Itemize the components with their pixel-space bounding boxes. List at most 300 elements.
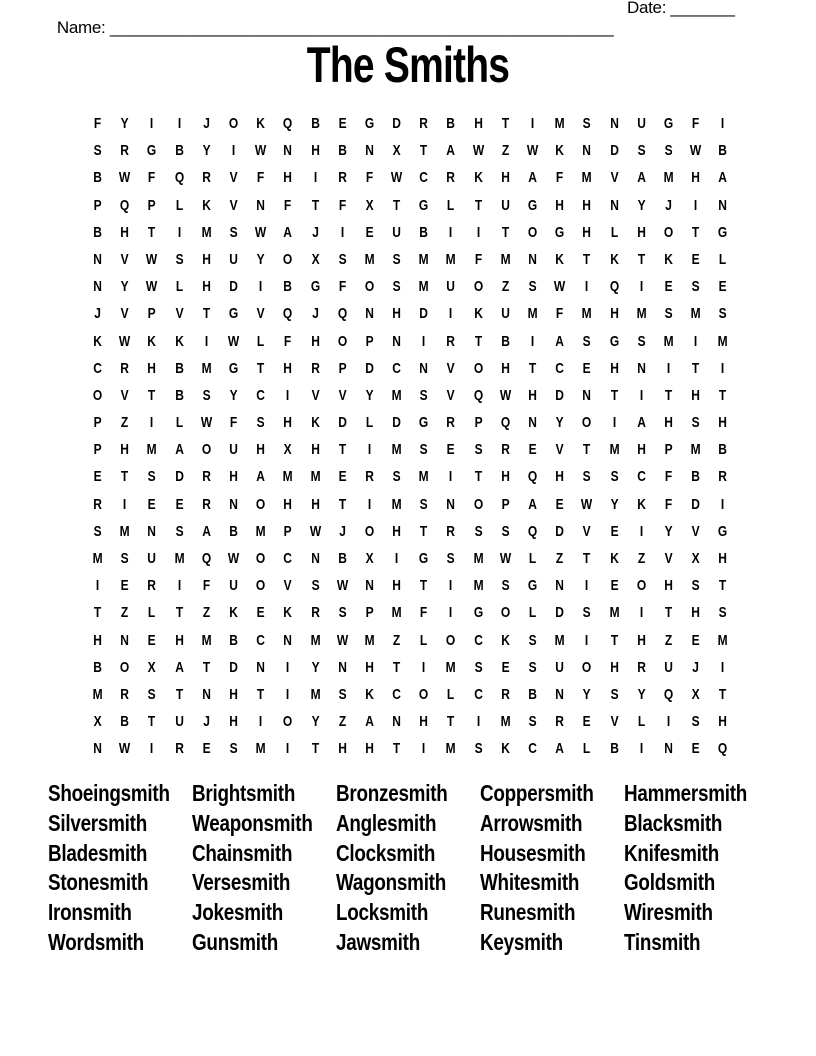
grid-cell[interactable]: B bbox=[419, 223, 429, 241]
grid-cell[interactable]: M bbox=[717, 631, 728, 649]
grid-cell[interactable]: Q bbox=[283, 305, 293, 323]
grid-cell[interactable]: M bbox=[690, 441, 701, 459]
grid-cell[interactable]: Z bbox=[392, 631, 401, 649]
grid-cell[interactable]: M bbox=[581, 305, 592, 323]
grid-cell[interactable]: N bbox=[93, 278, 102, 296]
grid-cell[interactable]: N bbox=[337, 658, 347, 676]
grid-cell[interactable]: P bbox=[147, 196, 156, 214]
grid-cell[interactable]: T bbox=[474, 332, 482, 350]
grid-cell[interactable]: B bbox=[93, 658, 102, 676]
grid-cell[interactable]: H bbox=[229, 468, 238, 486]
grid-cell[interactable]: C bbox=[93, 359, 102, 377]
grid-cell[interactable]: A bbox=[202, 522, 211, 540]
grid-cell[interactable]: B bbox=[120, 713, 130, 731]
grid-cell[interactable]: I bbox=[259, 278, 263, 296]
grid-cell[interactable]: I bbox=[585, 577, 589, 595]
grid-cell[interactable]: A bbox=[555, 740, 565, 758]
grid-cell[interactable]: N bbox=[528, 414, 537, 432]
grid-cell[interactable]: A bbox=[174, 658, 184, 676]
grid-cell[interactable]: Z bbox=[556, 550, 564, 567]
grid-cell[interactable]: K bbox=[473, 305, 483, 323]
grid-cell[interactable]: M bbox=[391, 441, 402, 459]
grid-cell[interactable]: I bbox=[476, 713, 480, 731]
grid-cell[interactable]: S bbox=[93, 522, 102, 540]
grid-cell[interactable]: I bbox=[313, 169, 317, 187]
name-field-label[interactable]: Name: _______________________________________________________ bbox=[56, 18, 614, 37]
grid-cell[interactable]: R bbox=[446, 332, 456, 350]
grid-cell[interactable]: T bbox=[692, 223, 700, 241]
grid-cell[interactable]: E bbox=[691, 250, 700, 268]
grid-cell[interactable]: M bbox=[446, 658, 457, 676]
grid-cell[interactable]: R bbox=[365, 468, 374, 486]
grid-cell[interactable]: V bbox=[229, 169, 238, 187]
grid-cell[interactable]: I bbox=[286, 386, 290, 404]
grid-cell[interactable]: T bbox=[202, 658, 211, 676]
grid-cell[interactable]: H bbox=[283, 414, 293, 432]
grid-cell[interactable]: S bbox=[664, 142, 673, 160]
grid-cell[interactable]: T bbox=[583, 441, 591, 459]
grid-cell[interactable]: G bbox=[419, 550, 429, 567]
grid-cell[interactable]: V bbox=[582, 522, 591, 540]
grid-cell[interactable]: M bbox=[310, 631, 321, 649]
grid-cell[interactable]: P bbox=[365, 604, 374, 622]
grid-cell[interactable]: T bbox=[175, 685, 183, 703]
grid-cell[interactable]: C bbox=[637, 468, 646, 486]
grid-cell[interactable]: P bbox=[338, 359, 347, 377]
grid-cell[interactable]: C bbox=[419, 169, 429, 187]
grid-cell[interactable]: H bbox=[365, 658, 374, 676]
grid-cell[interactable]: N bbox=[120, 631, 130, 649]
grid-cell[interactable]: H bbox=[310, 332, 320, 350]
grid-cell[interactable]: F bbox=[338, 196, 346, 214]
grid-cell[interactable]: Q bbox=[473, 386, 483, 404]
grid-cell[interactable]: T bbox=[420, 522, 428, 540]
grid-cell[interactable]: K bbox=[609, 550, 619, 567]
grid-cell[interactable]: I bbox=[666, 713, 671, 731]
grid-cell[interactable]: N bbox=[609, 115, 619, 132]
grid-cell[interactable]: N bbox=[419, 359, 429, 377]
grid-cell[interactable]: X bbox=[93, 713, 102, 731]
grid-cell[interactable]: G bbox=[663, 115, 674, 132]
grid-cell[interactable]: R bbox=[337, 169, 347, 187]
grid-cell[interactable]: T bbox=[148, 386, 156, 404]
grid-cell[interactable]: E bbox=[718, 278, 727, 296]
grid-cell[interactable]: Z bbox=[121, 604, 129, 622]
grid-cell[interactable]: N bbox=[718, 196, 728, 214]
grid-cell[interactable]: I bbox=[340, 223, 344, 241]
grid-cell[interactable]: B bbox=[609, 740, 619, 758]
grid-cell[interactable]: M bbox=[92, 550, 103, 567]
grid-cell[interactable]: H bbox=[256, 441, 266, 459]
grid-cell[interactable]: K bbox=[147, 332, 157, 350]
grid-cell[interactable]: N bbox=[637, 359, 646, 377]
grid-cell[interactable]: E bbox=[256, 604, 265, 622]
grid-cell[interactable]: N bbox=[582, 142, 592, 160]
grid-cell[interactable]: S bbox=[691, 414, 700, 432]
grid-cell[interactable]: J bbox=[311, 305, 319, 323]
grid-cell[interactable]: M bbox=[119, 522, 130, 540]
grid-cell[interactable]: D bbox=[555, 522, 565, 540]
grid-cell[interactable]: I bbox=[721, 115, 725, 132]
grid-cell[interactable]: S bbox=[664, 305, 673, 323]
grid-cell[interactable]: N bbox=[365, 142, 374, 160]
grid-cell[interactable]: T bbox=[583, 550, 591, 567]
grid-cell[interactable]: I bbox=[721, 359, 725, 377]
grid-cell[interactable]: H bbox=[718, 713, 728, 731]
grid-cell[interactable]: L bbox=[528, 550, 537, 567]
grid-cell[interactable]: S bbox=[691, 577, 700, 595]
grid-cell[interactable]: F bbox=[474, 250, 482, 268]
grid-cell[interactable]: T bbox=[148, 713, 156, 731]
grid-cell[interactable]: M bbox=[391, 386, 402, 404]
grid-cell[interactable]: A bbox=[446, 142, 456, 160]
grid-cell[interactable]: M bbox=[636, 305, 647, 323]
grid-cell[interactable]: U bbox=[555, 658, 565, 676]
grid-cell[interactable]: R bbox=[446, 169, 456, 187]
grid-cell[interactable]: Z bbox=[664, 631, 673, 649]
grid-cell[interactable]: B bbox=[501, 332, 510, 350]
grid-cell[interactable]: Y bbox=[202, 142, 211, 160]
grid-cell[interactable]: D bbox=[419, 305, 429, 323]
grid-cell[interactable]: X bbox=[691, 685, 700, 703]
grid-cell[interactable]: V bbox=[229, 196, 238, 214]
grid-cell[interactable]: T bbox=[311, 740, 319, 758]
grid-cell[interactable]: I bbox=[585, 631, 589, 649]
grid-cell[interactable]: S bbox=[582, 332, 591, 350]
grid-cell[interactable]: A bbox=[256, 468, 266, 486]
grid-cell[interactable]: E bbox=[147, 631, 156, 649]
grid-cell[interactable]: E bbox=[528, 441, 537, 459]
grid-cell[interactable]: Q bbox=[174, 169, 184, 187]
grid-cell[interactable]: R bbox=[120, 142, 130, 160]
grid-cell[interactable]: W bbox=[200, 414, 213, 432]
grid-cell[interactable]: Q bbox=[201, 550, 212, 567]
grid-cell[interactable]: O bbox=[201, 441, 212, 459]
grid-cell[interactable]: I bbox=[639, 522, 644, 540]
grid-cell[interactable]: S bbox=[338, 604, 347, 622]
grid-cell[interactable]: M bbox=[418, 468, 429, 486]
grid-cell[interactable]: Q bbox=[527, 468, 538, 486]
grid-cell[interactable]: N bbox=[555, 685, 565, 703]
grid-cell[interactable]: S bbox=[474, 522, 483, 540]
grid-cell[interactable]: Q bbox=[337, 305, 347, 323]
grid-cell[interactable]: F bbox=[93, 115, 102, 132]
grid-cell[interactable]: Y bbox=[365, 386, 374, 404]
grid-cell[interactable]: R bbox=[446, 522, 456, 540]
grid-cell[interactable]: N bbox=[256, 658, 266, 676]
grid-cell[interactable]: Y bbox=[120, 115, 129, 132]
grid-cell[interactable]: P bbox=[474, 414, 483, 432]
grid-cell[interactable]: H bbox=[120, 223, 130, 241]
grid-cell[interactable]: G bbox=[473, 604, 483, 622]
grid-cell[interactable]: U bbox=[229, 577, 238, 595]
grid-cell[interactable]: Z bbox=[637, 550, 646, 567]
grid-cell[interactable]: I bbox=[150, 115, 154, 132]
grid-cell[interactable]: I bbox=[449, 604, 453, 622]
grid-cell[interactable]: W bbox=[390, 169, 403, 187]
grid-cell[interactable]: J bbox=[692, 658, 700, 676]
grid-cell[interactable]: W bbox=[526, 142, 539, 160]
grid-cell[interactable]: T bbox=[392, 740, 401, 758]
grid-cell[interactable]: P bbox=[93, 414, 102, 432]
grid-cell[interactable]: S bbox=[528, 658, 537, 676]
grid-cell[interactable]: H bbox=[528, 386, 537, 404]
grid-cell[interactable]: D bbox=[229, 658, 238, 676]
grid-cell[interactable]: N bbox=[392, 713, 401, 731]
grid-cell[interactable]: N bbox=[555, 577, 565, 595]
grid-cell[interactable]: M bbox=[500, 713, 511, 731]
grid-cell[interactable]: Y bbox=[637, 196, 646, 214]
grid-cell[interactable]: T bbox=[692, 359, 700, 377]
grid-cell[interactable]: H bbox=[147, 359, 157, 377]
grid-cell[interactable]: Z bbox=[501, 278, 510, 296]
grid-cell[interactable]: Q bbox=[500, 414, 511, 432]
grid-cell[interactable]: F bbox=[365, 169, 374, 187]
grid-cell[interactable]: H bbox=[691, 386, 701, 404]
date-field-label[interactable]: Date: _______ bbox=[627, 0, 735, 17]
grid-cell[interactable]: S bbox=[120, 550, 129, 567]
grid-cell[interactable]: K bbox=[473, 169, 483, 187]
grid-cell[interactable]: S bbox=[691, 713, 700, 731]
grid-cell[interactable]: V bbox=[120, 250, 129, 268]
grid-cell[interactable]: I bbox=[612, 414, 616, 432]
grid-cell[interactable]: D bbox=[174, 468, 184, 486]
grid-cell[interactable]: D bbox=[392, 115, 401, 132]
grid-cell[interactable]: H bbox=[93, 631, 102, 649]
grid-cell[interactable]: M bbox=[282, 468, 293, 486]
grid-cell[interactable]: Y bbox=[120, 278, 129, 296]
grid-cell[interactable]: W bbox=[255, 223, 267, 241]
grid-cell[interactable]: O bbox=[582, 414, 592, 432]
grid-cell[interactable]: P bbox=[664, 441, 673, 459]
grid-cell[interactable]: L bbox=[447, 196, 455, 214]
grid-cell[interactable]: X bbox=[365, 550, 374, 567]
grid-cell[interactable]: H bbox=[609, 359, 619, 377]
grid-cell[interactable]: G bbox=[419, 414, 429, 432]
grid-cell[interactable]: R bbox=[202, 468, 211, 486]
grid-cell[interactable]: I bbox=[449, 305, 453, 323]
grid-cell[interactable]: T bbox=[338, 495, 346, 513]
grid-cell[interactable]: H bbox=[718, 550, 728, 567]
grid-cell[interactable]: R bbox=[120, 359, 130, 377]
grid-cell[interactable]: T bbox=[610, 631, 618, 649]
grid-cell[interactable]: J bbox=[665, 196, 672, 214]
grid-cell[interactable]: H bbox=[609, 658, 619, 676]
grid-cell[interactable]: S bbox=[392, 250, 401, 268]
grid-cell[interactable]: M bbox=[174, 550, 185, 567]
grid-cell[interactable]: M bbox=[473, 550, 484, 567]
grid-cell[interactable]: M bbox=[255, 740, 266, 758]
grid-cell[interactable]: Y bbox=[610, 495, 619, 513]
grid-cell[interactable]: Y bbox=[664, 522, 673, 540]
grid-cell[interactable]: K bbox=[174, 332, 184, 350]
grid-cell[interactable]: L bbox=[637, 713, 646, 731]
grid-cell[interactable]: I bbox=[123, 495, 127, 513]
grid-cell[interactable]: L bbox=[420, 631, 428, 649]
grid-cell[interactable]: U bbox=[147, 550, 157, 567]
grid-cell[interactable]: D bbox=[555, 386, 565, 404]
grid-cell[interactable]: G bbox=[527, 196, 538, 214]
grid-cell[interactable]: H bbox=[609, 305, 619, 323]
grid-cell[interactable]: N bbox=[93, 250, 102, 268]
grid-cell[interactable]: A bbox=[283, 223, 293, 241]
grid-cell[interactable]: F bbox=[148, 169, 156, 187]
grid-cell[interactable]: S bbox=[392, 278, 401, 296]
grid-cell[interactable]: F bbox=[692, 115, 700, 132]
grid-cell[interactable]: R bbox=[446, 414, 456, 432]
grid-cell[interactable]: H bbox=[365, 740, 374, 758]
grid-cell[interactable]: L bbox=[148, 604, 156, 622]
grid-cell[interactable]: N bbox=[582, 386, 592, 404]
grid-cell[interactable]: K bbox=[283, 604, 293, 622]
grid-cell[interactable]: U bbox=[501, 196, 510, 214]
grid-cell[interactable]: R bbox=[202, 495, 211, 513]
grid-cell[interactable]: E bbox=[691, 631, 700, 649]
grid-cell[interactable]: E bbox=[582, 713, 591, 731]
grid-cell[interactable]: T bbox=[338, 441, 346, 459]
grid-cell[interactable]: E bbox=[147, 495, 156, 513]
grid-cell[interactable]: B bbox=[691, 468, 701, 486]
grid-cell[interactable]: A bbox=[174, 441, 184, 459]
grid-cell[interactable]: I bbox=[476, 223, 480, 241]
grid-cell[interactable]: H bbox=[582, 196, 592, 214]
grid-cell[interactable]: J bbox=[94, 305, 101, 323]
grid-cell[interactable]: U bbox=[229, 441, 238, 459]
grid-cell[interactable]: T bbox=[637, 250, 646, 268]
grid-cell[interactable]: W bbox=[309, 522, 321, 540]
grid-cell[interactable]: S bbox=[528, 631, 537, 649]
grid-cell[interactable]: I bbox=[231, 142, 236, 160]
grid-cell[interactable]: I bbox=[449, 468, 453, 486]
grid-cell[interactable]: Q bbox=[120, 196, 130, 214]
grid-cell[interactable]: R bbox=[419, 115, 429, 132]
grid-cell[interactable]: B bbox=[174, 142, 184, 160]
grid-cell[interactable]: S bbox=[718, 604, 727, 622]
grid-cell[interactable]: Q bbox=[283, 115, 293, 132]
grid-cell[interactable]: S bbox=[419, 495, 428, 513]
grid-cell[interactable]: B bbox=[337, 550, 347, 567]
grid-cell[interactable]: B bbox=[283, 278, 293, 296]
grid-cell[interactable]: B bbox=[718, 441, 728, 459]
grid-cell[interactable]: F bbox=[257, 169, 265, 187]
grid-cell[interactable]: T bbox=[121, 468, 129, 486]
grid-cell[interactable]: T bbox=[257, 685, 265, 703]
grid-cell[interactable]: B bbox=[93, 169, 102, 187]
grid-cell[interactable]: Y bbox=[311, 658, 320, 676]
grid-cell[interactable]: S bbox=[338, 250, 347, 268]
grid-cell[interactable]: H bbox=[392, 305, 401, 323]
grid-cell[interactable]: I bbox=[286, 685, 290, 703]
grid-cell[interactable]: C bbox=[473, 631, 483, 649]
grid-cell[interactable]: B bbox=[229, 631, 238, 649]
grid-cell[interactable]: Y bbox=[311, 713, 320, 731]
grid-cell[interactable]: O bbox=[527, 223, 538, 241]
grid-cell[interactable]: N bbox=[283, 142, 293, 160]
grid-cell[interactable]: L bbox=[583, 740, 591, 758]
grid-cell[interactable]: V bbox=[311, 386, 320, 404]
grid-cell[interactable]: A bbox=[637, 169, 646, 187]
grid-cell[interactable]: T bbox=[392, 196, 401, 214]
grid-cell[interactable]: M bbox=[310, 468, 321, 486]
grid-cell[interactable]: H bbox=[718, 414, 728, 432]
grid-cell[interactable]: N bbox=[283, 631, 293, 649]
grid-cell[interactable]: D bbox=[555, 604, 565, 622]
grid-cell[interactable]: E bbox=[338, 115, 347, 132]
grid-cell[interactable]: V bbox=[610, 169, 619, 187]
grid-cell[interactable]: P bbox=[147, 305, 156, 323]
grid-cell[interactable]: N bbox=[392, 332, 401, 350]
grid-cell[interactable]: M bbox=[418, 278, 429, 296]
grid-cell[interactable]: S bbox=[582, 115, 591, 132]
grid-cell[interactable]: X bbox=[691, 550, 700, 567]
grid-cell[interactable]: B bbox=[93, 223, 102, 241]
grid-cell[interactable]: H bbox=[229, 713, 238, 731]
grid-cell[interactable]: E bbox=[501, 658, 510, 676]
grid-cell[interactable]: S bbox=[501, 522, 510, 540]
grid-cell[interactable]: T bbox=[664, 604, 673, 622]
grid-cell[interactable]: R bbox=[202, 169, 211, 187]
grid-cell[interactable]: P bbox=[283, 522, 292, 540]
grid-cell[interactable]: H bbox=[664, 414, 673, 432]
grid-cell[interactable]: W bbox=[255, 142, 267, 160]
grid-cell[interactable]: C bbox=[555, 359, 565, 377]
grid-cell[interactable]: V bbox=[555, 441, 564, 459]
grid-cell[interactable]: T bbox=[447, 713, 455, 731]
grid-cell[interactable]: P bbox=[365, 332, 374, 350]
grid-cell[interactable]: V bbox=[283, 577, 292, 595]
grid-cell[interactable]: S bbox=[637, 332, 646, 350]
grid-cell[interactable]: M bbox=[364, 631, 375, 649]
grid-cell[interactable]: R bbox=[501, 441, 510, 459]
grid-cell[interactable]: T bbox=[202, 305, 211, 323]
grid-cell[interactable]: D bbox=[392, 414, 401, 432]
grid-cell[interactable]: I bbox=[721, 658, 725, 676]
grid-cell[interactable]: T bbox=[257, 359, 265, 377]
grid-cell[interactable]: R bbox=[120, 685, 130, 703]
grid-cell[interactable]: K bbox=[664, 250, 673, 268]
grid-cell[interactable]: R bbox=[718, 468, 728, 486]
grid-cell[interactable]: M bbox=[446, 740, 457, 758]
grid-cell[interactable]: T bbox=[610, 386, 618, 404]
grid-cell[interactable]: V bbox=[664, 550, 673, 567]
grid-cell[interactable]: A bbox=[718, 169, 728, 187]
grid-cell[interactable]: E bbox=[365, 223, 374, 241]
grid-cell[interactable]: T bbox=[474, 196, 482, 214]
grid-cell[interactable]: V bbox=[175, 305, 184, 323]
grid-cell[interactable]: G bbox=[364, 115, 375, 132]
grid-cell[interactable]: I bbox=[259, 713, 263, 731]
grid-cell[interactable]: G bbox=[147, 142, 157, 160]
grid-cell[interactable]: W bbox=[581, 495, 593, 513]
grid-cell[interactable]: S bbox=[229, 740, 238, 758]
grid-cell[interactable]: S bbox=[447, 550, 456, 567]
grid-cell[interactable]: I bbox=[150, 740, 154, 758]
grid-cell[interactable]: H bbox=[283, 169, 293, 187]
grid-cell[interactable]: G bbox=[310, 278, 320, 296]
grid-cell[interactable]: V bbox=[447, 386, 456, 404]
grid-cell[interactable]: E bbox=[120, 577, 129, 595]
grid-cell[interactable]: T bbox=[501, 223, 510, 241]
grid-cell[interactable]: C bbox=[283, 550, 293, 567]
grid-cell[interactable]: K bbox=[310, 414, 320, 432]
grid-cell[interactable]: H bbox=[174, 631, 184, 649]
grid-cell[interactable]: W bbox=[499, 386, 512, 404]
grid-cell[interactable]: H bbox=[691, 604, 701, 622]
grid-cell[interactable]: I bbox=[422, 332, 426, 350]
grid-cell[interactable]: H bbox=[637, 223, 646, 241]
grid-cell[interactable]: E bbox=[610, 577, 619, 595]
grid-cell[interactable]: C bbox=[392, 685, 401, 703]
